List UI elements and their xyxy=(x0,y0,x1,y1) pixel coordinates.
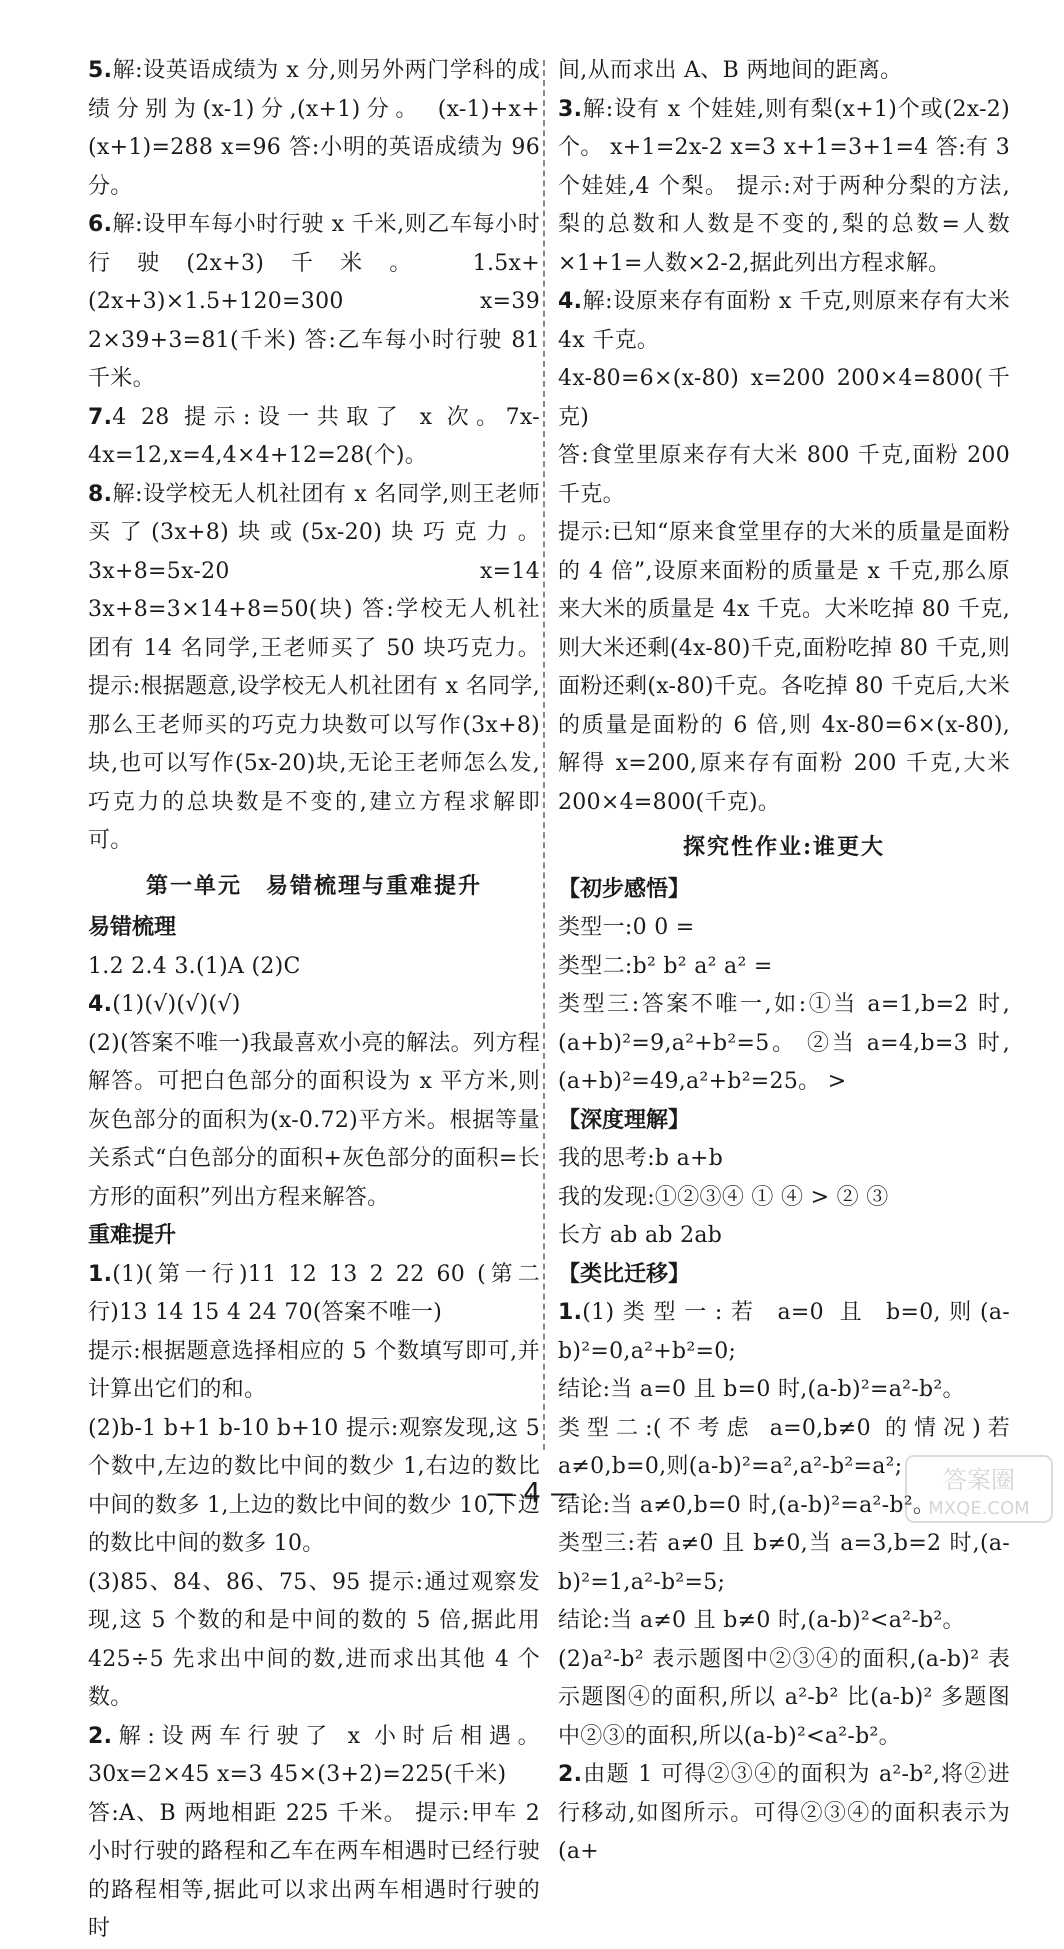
answer-paragraph xyxy=(88,1025,540,1218)
answer-paragraph xyxy=(558,986,1010,1102)
answer-paragraph xyxy=(88,1564,540,1718)
answer-paragraph xyxy=(88,1333,540,1410)
answer-text: 解:设原来存有面粉 x 千克,则原来存有大米 4x 千克。 xyxy=(558,289,1010,353)
answer-text: 答:食堂里原来存有大米 800 千克,面粉 200 千克。 xyxy=(558,443,1010,507)
answer-text: (2)a²-b² 表示题图中②③④的面积,(a-b)² 表示题图④的面积,所以 a²-b² 比(a-b)² 多题图中②③的面积,所以(a-b)²<a²-b²。 xyxy=(558,1646,1010,1749)
answer-paragraph xyxy=(558,1525,1010,1602)
answer-paragraph xyxy=(558,360,1010,437)
answer-text: 由题 1 可得②③④的面积为 a²-b²,将②进行移动,如图所示。可得②③④的面积表示为(a+ xyxy=(558,1762,1010,1864)
page-number: — 4 — xyxy=(486,1476,578,1509)
answer-text: 类型三:若 a≠0 且 b≠0,当 a=3,b=2 时,(a-b)²=1,a²-b²=5; xyxy=(558,1531,1010,1595)
answer-paragraph xyxy=(558,909,1010,948)
answer-paragraph xyxy=(88,52,540,206)
question-number: 4. xyxy=(88,992,113,1017)
answer-paragraph xyxy=(558,1217,1010,1256)
subsection-heading: 【类比迁移】 xyxy=(558,1261,691,1287)
answer-paragraph xyxy=(558,1371,1010,1410)
question-number: 2. xyxy=(88,1723,113,1749)
answer-text: 解:设英语成绩为 x 分,则另外两门学科的成绩分别为(x-1)分,(x+1)分。 (x-1)+x+(x+1)=288 x=96 答:小明的英语成绩为 96 分。 xyxy=(88,58,540,199)
column-divider xyxy=(543,60,545,1450)
subsection-heading: 【初步感悟】 xyxy=(558,876,691,902)
answer-paragraph xyxy=(558,1140,1010,1179)
answer-text: 间,从而求出 A、B 两地间的距离。 xyxy=(558,58,903,83)
answer-paragraph xyxy=(558,1179,1010,1218)
answer-text: 类型一:0 0 = xyxy=(558,915,695,940)
answer-paragraph xyxy=(88,1256,540,1333)
answer-text: 长方 ab ab 2ab xyxy=(558,1223,723,1248)
answer-text: 解:设有 x 个娃娃,则有梨(x+1)个或(2x-2)个。 x+1=2x-2 x=3 x+1=3+1=4 答:有 3 个娃娃,4 个梨。 提示:对于两种分梨的方法,梨的总数和人数是不变的,梨的总数=人数×1+1=人数×2-2,据此列出方程求解。 xyxy=(558,96,1010,276)
answer-paragraph xyxy=(558,52,1010,91)
answer-paragraph xyxy=(558,283,1010,360)
answer-text: 我的发现:①②③④ ① ④ > ② ③ xyxy=(558,1184,889,1210)
question-number: 4. xyxy=(558,289,583,314)
question-number: 6. xyxy=(88,212,113,237)
answer-text: 提示:根据题意选择相应的 5 个数填写即可,并计算出它们的和。 xyxy=(88,1338,540,1402)
left-column xyxy=(88,52,540,1949)
svg-text:MXQE.COM: MXQE.COM xyxy=(928,1498,1030,1519)
answer-text: 解:设两车行驶了 x 小时后相遇。 30x=2×45 x=3 45×(3+2)=225(千米) xyxy=(88,1723,540,1787)
answer-text: 结论:当 a≠0,b=0 时,(a-b)²=a²-b²。 xyxy=(558,1492,936,1518)
answer-paragraph xyxy=(558,948,1010,987)
answer-paragraph xyxy=(558,1294,1010,1371)
answer-text: 答:A、B 两地相距 225 千米。 提示:甲车 2 小时行驶的路程和乙车在两车相遇时已经行驶的路程相等,据此可以求出两车相遇时行驶的时 xyxy=(88,1800,540,1941)
answer-text: (3)85、84、86、75、95 提示:通过观察发现,这 5 个数的和是中间的数的 5 倍,据此用 425÷5 先求出中间的数,进而求出其他 4 个数。 xyxy=(88,1569,540,1710)
answer-text: 提示:已知“原来食堂里存的大米的质量是面粉的 4 倍”,设原来面粉的质量是 x 千克,那么原来大米的质量是 4x 千克。大米吃掉 80 千克,则大米还剩(4x-80)千克,面粉吃掉 80 千克,则面粉还剩(x-80)千克。各吃掉 80 千克后,大米的质量是面粉的 6 倍,则 4x-80=6×(x-80),解得 x=200,原来存有面粉 200 千克,大米 200×4=800(千克)。 xyxy=(558,520,1010,815)
question-number: 5. xyxy=(88,58,113,83)
answer-paragraph xyxy=(558,437,1010,514)
answer-paragraph xyxy=(88,948,540,987)
right-column xyxy=(558,52,1010,1872)
answer-paragraph xyxy=(558,91,1010,284)
answer-paragraph xyxy=(88,1795,540,1949)
answer-paragraph xyxy=(88,1718,540,1795)
answer-text: 我的思考:b a+b xyxy=(558,1146,724,1171)
answer-text: (2)(答案不唯一)我最喜欢小亮的解法。列方程解答。可把白色部分的面积设为 x 平方米,则灰色部分的面积为(x-0.72)平方米。根据等量关系式“白色部分的面积+灰色部分的面积=长方形的面积”列出方程来解答。 xyxy=(88,1030,540,1210)
answer-paragraph xyxy=(88,206,540,399)
subsection-heading: 易错梳理 xyxy=(88,915,177,940)
answer-text: 解:设学校无人机社团有 x 名同学,则王老师买了(3x+8)块或(5x-20)块巧克力。 3x+8=5x-20 x=14 3x+8=3×14+8=50(块) 答:学校无人机社团有 14 名同学,王老师买了 50 块巧克力。 提示:根据题意,设学校无人机社团有 x 名同学,那么王老师买的巧克力块数可以写作(3x+8)块,也可以写作(5x-20)块,无论王老师怎么发,巧克力的总块数是不变的,建立方程求解即可。 xyxy=(88,481,540,853)
answer-text: 结论:当 a=0 且 b=0 时,(a-b)²=a²-b²。 xyxy=(558,1377,965,1402)
answer-text: (1)(√)(√)(√) xyxy=(112,992,241,1017)
answer-text: (1)(第一行)11 12 13 2 22 60 (第二行)13 14 15 4 24 70(答案不唯一) xyxy=(88,1261,540,1325)
answer-text: (2)b-1 b+1 b-10 b+10 提示:观察发现,这 5 个数中,左边的数比中间的数少 1,右边的数比中间的数多 1,上边的数比中间的数少 10,下边的数比中间的数多 10。 xyxy=(88,1415,540,1556)
watermark-text: 答案圈 xyxy=(943,1466,1015,1494)
answer-paragraph xyxy=(88,986,540,1025)
section-heading: 第一单元 易错梳理与重难提升 xyxy=(145,872,482,899)
question-number: 3. xyxy=(558,96,583,122)
question-number: 1. xyxy=(88,1261,113,1287)
question-number: 8. xyxy=(88,481,113,507)
answer-text: 类型三:答案不唯一,如:①当 a=1,b=2 时,(a+b)²=9,a²+b²=5。 ②当 a=4,b=3 时,(a+b)²=49,a²+b²=25。 > xyxy=(558,992,1010,1094)
watermark-logo xyxy=(904,1454,1054,1524)
answer-paragraph xyxy=(88,476,540,861)
answer-paragraph xyxy=(88,399,540,476)
answer-text: 结论:当 a≠0 且 b≠0 时,(a-b)²<a²-b²。 xyxy=(558,1608,965,1633)
question-number: 2. xyxy=(558,1762,583,1787)
answer-paragraph xyxy=(558,1641,1010,1757)
answer-paragraph xyxy=(558,1756,1010,1872)
answer-text: 类型二:b² b² a² a² = xyxy=(558,953,773,979)
answer-paragraph xyxy=(558,1602,1010,1641)
section-heading: 探究性作业:谁更大 xyxy=(682,834,886,860)
answer-text: 4x-80=6×(x-80) x=200 200×4=800(千克) xyxy=(558,366,1010,430)
answer-text: (1)类型一:若 a=0 且 b=0,则(a-b)²=0,a²+b²=0; xyxy=(558,1300,1010,1364)
answer-text: 类型二:(不考虑 a=0,b≠0 的情况)若 a≠0,b=0,则(a-b)²=a²,a²-b²=a²; xyxy=(558,1415,1010,1479)
subsection-heading: 【深度理解】 xyxy=(558,1107,691,1133)
subsection-heading: 重难提升 xyxy=(88,1223,177,1248)
question-number: 1. xyxy=(558,1300,583,1325)
answer-text: 解:设甲车每小时行驶 x 千米,则乙车每小时行驶(2x+3)千米。 1.5x+(2x+3)×1.5+120=300 x=39 2×39+3=81(千米) 答:乙车每小时行驶 81 千米。 xyxy=(88,212,540,391)
question-number: 7. xyxy=(88,404,113,430)
answer-paragraph xyxy=(558,514,1010,822)
answer-text: 4 28 提示:设一共取了 x 次。7x-4x=12,x=4,4×4+12=28(个)。 xyxy=(88,404,540,468)
answer-text: 1.2 2.4 3.(1)A (2)C xyxy=(88,953,301,979)
